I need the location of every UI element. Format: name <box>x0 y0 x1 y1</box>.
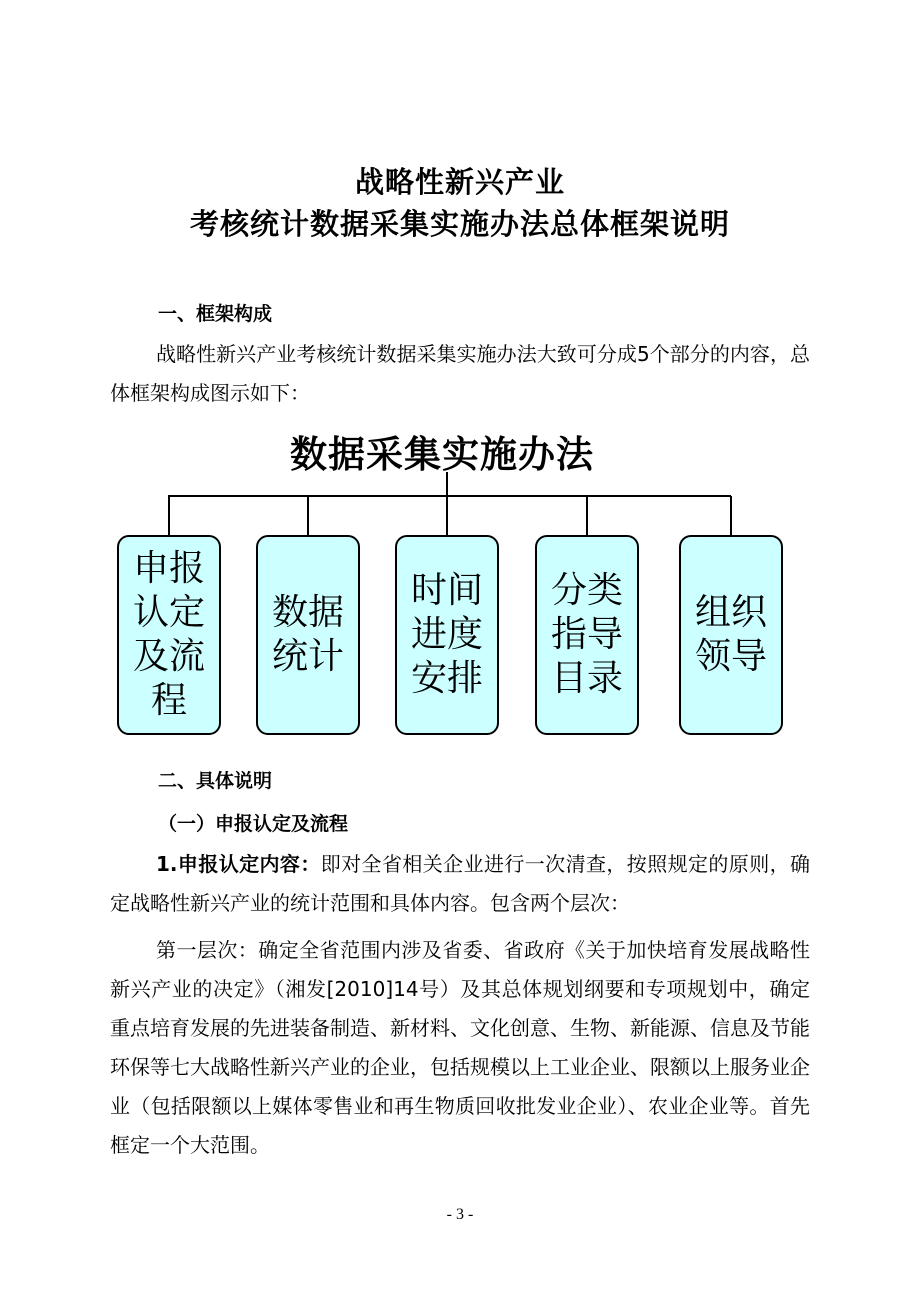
diagram-box-label: 申报认定及流程 <box>132 548 205 721</box>
diagram-box-statistics <box>256 535 360 735</box>
diagram-box-label: 组织领导 <box>694 592 767 677</box>
diagram-box-label: 数据统计 <box>271 592 344 677</box>
paragraph-declaration-content <box>110 845 810 923</box>
diagram-box-leadership <box>679 535 783 735</box>
paragraph-body: 即对全省相关企业进行一次清查，按照规定的原则，确定战略性新兴产业的统计范围和具体内容。包含两个层次： <box>110 852 811 915</box>
diagram-box-label: 时间进度安排 <box>410 570 483 699</box>
document-title-line2: 考核统计数据采集实施办法总体框架说明 <box>189 207 730 241</box>
document-title-line1: 战略性新兴产业 <box>354 165 565 199</box>
paragraph-lead: 1.申报认定内容： <box>156 852 321 876</box>
section2-heading: 二、具体说明 <box>158 770 273 792</box>
diagram-box-catalog <box>535 535 639 735</box>
diagram-box-declaration <box>117 535 221 735</box>
section1-heading: 一、框架构成 <box>158 303 273 325</box>
diagram-connectors <box>0 0 920 560</box>
section1-paragraph: 战略性新兴产业考核统计数据采集实施办法大致可分成5个部分的内容，总体框架构成图示如下： <box>110 342 810 405</box>
diagram-box-label: 分类指导目录 <box>550 570 623 699</box>
page-number: - 3 - <box>446 1206 474 1223</box>
paragraph-first-level: 第一层次：确定全省范围内涉及省委、省政府《关于加快培育发展战略性新兴产业的决定》（湘发[2010]14号）及其总体规划纲要和专项规划中，确定重点培育发展的先进装备制造、新材料、文化创意、生物、新能源、信息及节能环保等七大战略性新兴产业的企业，包括规模以上工业企业、限额以上服务业企业（包括限额以上媒体零售业和再生物质回收批发业企业）、农业企业等。首先框定一个大范围。 <box>110 938 810 1157</box>
subsection1-heading: （一）申报认定及流程 <box>158 813 349 835</box>
diagram-box-schedule <box>395 535 499 735</box>
diagram-root-title: 数据采集实施办法 <box>290 433 594 476</box>
